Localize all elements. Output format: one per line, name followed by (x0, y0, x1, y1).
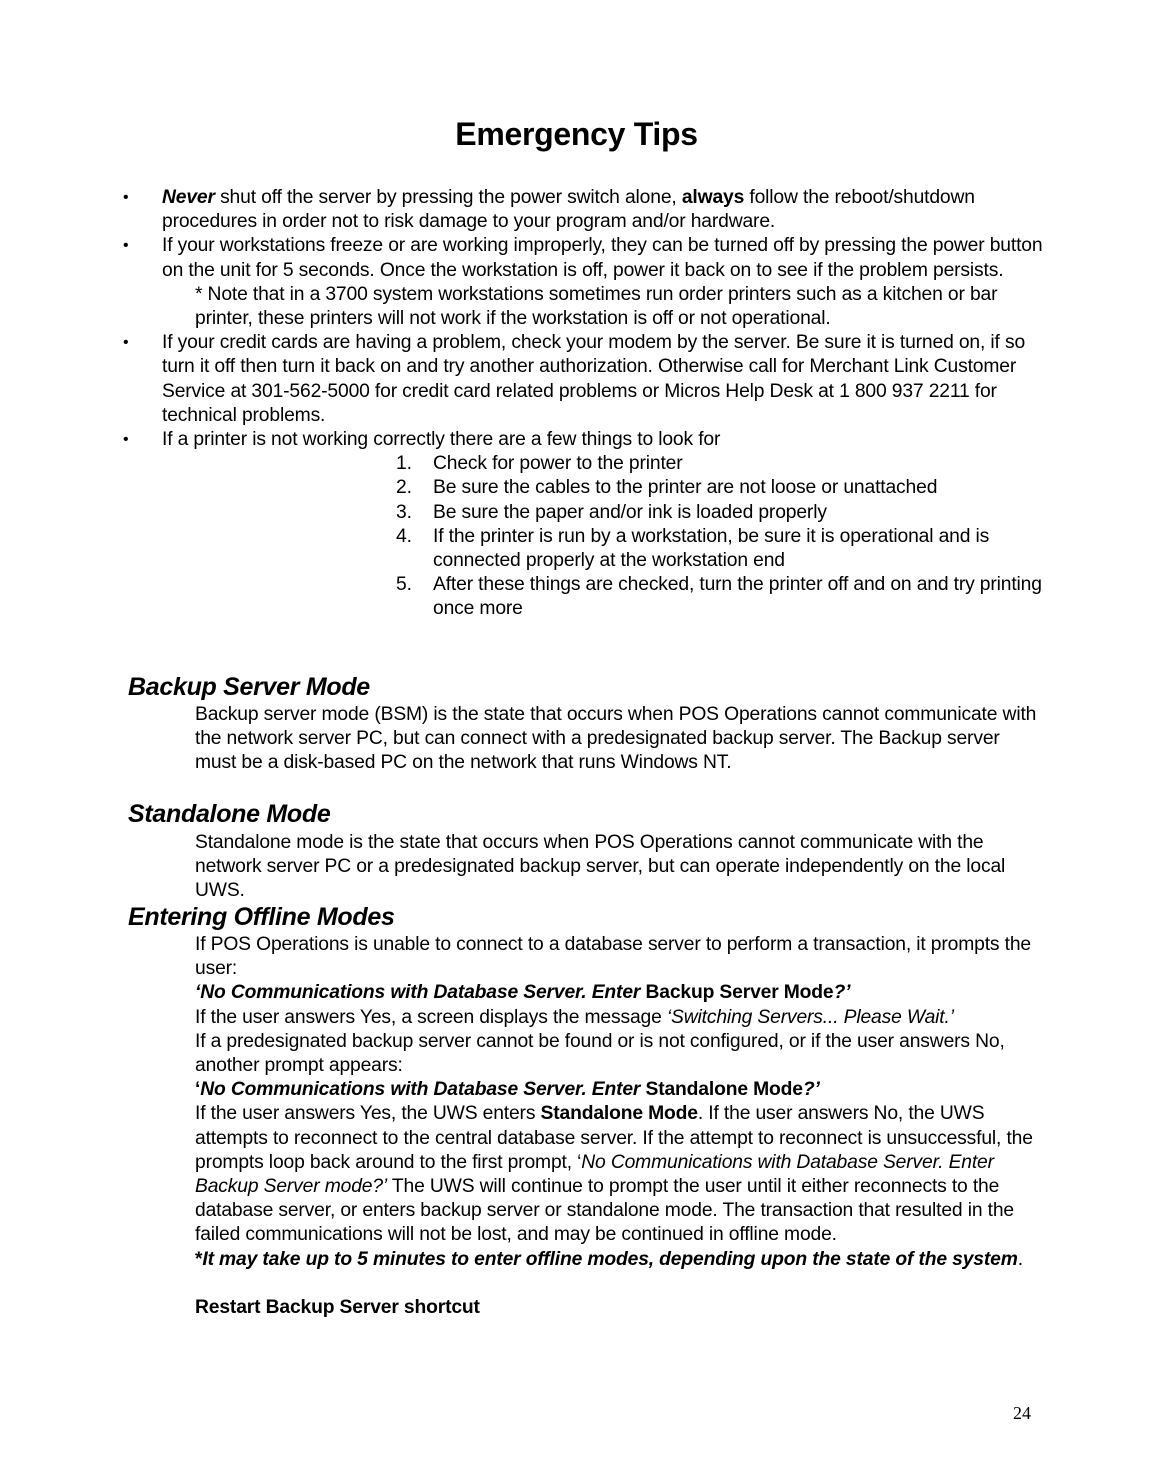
restart-shortcut-heading: Restart Backup Server shortcut (195, 1296, 480, 1318)
tip-text: shut off the server by pressing the power switch alone, (214, 187, 682, 208)
switching-servers-text: If the user answers Yes, a screen displays the message ‘Switching Servers... Please Wait.’ (195, 1006, 954, 1028)
list-item (396, 573, 1052, 621)
step-number: 3. (396, 501, 412, 523)
tip-never-shut-off (122, 186, 1052, 234)
backup-server-mode-body: Backup server mode (BSM) is the state that occurs when POS Operations cannot communicate with the network server PC, but can connect with a predesignated backup server. The Backup server must be a disk-based PC on the network that runs Windows NT. (195, 704, 1037, 774)
step-number: 5. (396, 574, 412, 596)
step-text: Check for power to the printer (433, 453, 683, 475)
bullet-dot: • (123, 431, 129, 449)
offline-result-text: If the user answers Yes, the UWS enters Standalone Mode. If the user answers No, the UWS attempts to reconnect to the central database server. If the attempt to reconnect is unsuccessful, the prompts loop back around to the first prompt, ‘No Communications with Database Server. Enter Backup Server mode?’ The UWS will continue to prompt the user until it either reconnects to the database server, or enters backup server or standalone mode. The transaction that resulted in the failed communications will not be lost, and may be continued in offline mode. (195, 1103, 1033, 1246)
step-text: Be sure the cables to the printer are not loose or unattached (433, 477, 938, 499)
tip-text: If your credit cards are having a problem, check your modem by the server. Be sure it is turned on, if so turn it off then turn it back on and try another authorization. Otherwise call for Merchant Link Customer Service at 301-562-5000 for credit card related problems or Micros Help Desk at 1 800 937 2211 for technical problems. (162, 332, 1026, 426)
step-text: After these things are checked, turn the printer off and on and try printing once more (433, 574, 1042, 620)
bullet-dot: • (123, 189, 129, 206)
bullet-dot: • (123, 237, 129, 255)
step-number: 1. (396, 453, 412, 475)
step-text: Be sure the paper and/or ink is loaded properly (433, 501, 827, 523)
offline-warning: *It may take up to 5 minutes to enter offline modes, depending upon the state of the system. (195, 1248, 1023, 1270)
list-item (396, 476, 1052, 500)
page-title: Emergency Tips (455, 116, 698, 152)
page-number: 24 (1013, 1403, 1031, 1423)
standalone-prompt-message: ‘No Communications with Database Server. Enter Standalone Mode?’ (195, 1079, 820, 1101)
tip-emphasis-always: always (681, 187, 745, 208)
tip-text: If your workstations freeze or are working improperly, they can be turned off by pressing the power button on the unit for 5 seconds. Once the workstation is off, power it back on to see if the problem persists. (162, 235, 1043, 281)
list-item (396, 525, 1052, 573)
backup-prompt-message: ‘No Communications with Database Server. Enter Backup Server Mode?’ (195, 982, 851, 1004)
step-text: If the printer is run by a workstation, be sure it is operational and is connected properly at the workstation end (433, 525, 990, 572)
offline-modes-heading: Entering Offline Modes (128, 903, 395, 931)
standalone-mode-body: Standalone mode is the state that occurs when POS Operations cannot communicate with the network server PC or a predesignated backup server, but can operate independently on the local UWS. (195, 832, 1006, 902)
offline-intro: If POS Operations is unable to connect to a database server to perform a transaction, it prompts the user: (195, 934, 1031, 980)
step-number: 4. (396, 525, 412, 547)
not-found-text: If a predesignated backup server cannot be found or is not configured, or if the user answers No, another prompt appears: (195, 1030, 1005, 1077)
tips-list (122, 186, 1052, 622)
list-item (396, 452, 1052, 476)
bullet-dot: • (123, 334, 129, 352)
tip-note: * Note that in a 3700 system workstations sometimes run order printers such as a kitchen or bar printer, these printers will not work if the workstation is off or not operational. (195, 283, 998, 330)
offline-modes-body (195, 933, 1045, 1320)
tip-printer (122, 428, 1052, 452)
backup-server-mode-heading: Backup Server Mode (128, 673, 370, 701)
printer-steps (122, 452, 1052, 621)
tip-credit-cards (122, 331, 1052, 428)
tip-text: follow the reboot/shutdown procedures in order not to risk damage to your program and/or hardware. (162, 187, 975, 233)
tip-workstation-freeze (122, 234, 1052, 282)
tip-text: If a printer is not working correctly there are a few things to look for (162, 429, 721, 451)
list-item (396, 501, 1052, 525)
standalone-mode-heading: Standalone Mode (128, 800, 331, 828)
step-number: 2. (396, 477, 412, 499)
tip-emphasis-never: Never (162, 187, 215, 208)
